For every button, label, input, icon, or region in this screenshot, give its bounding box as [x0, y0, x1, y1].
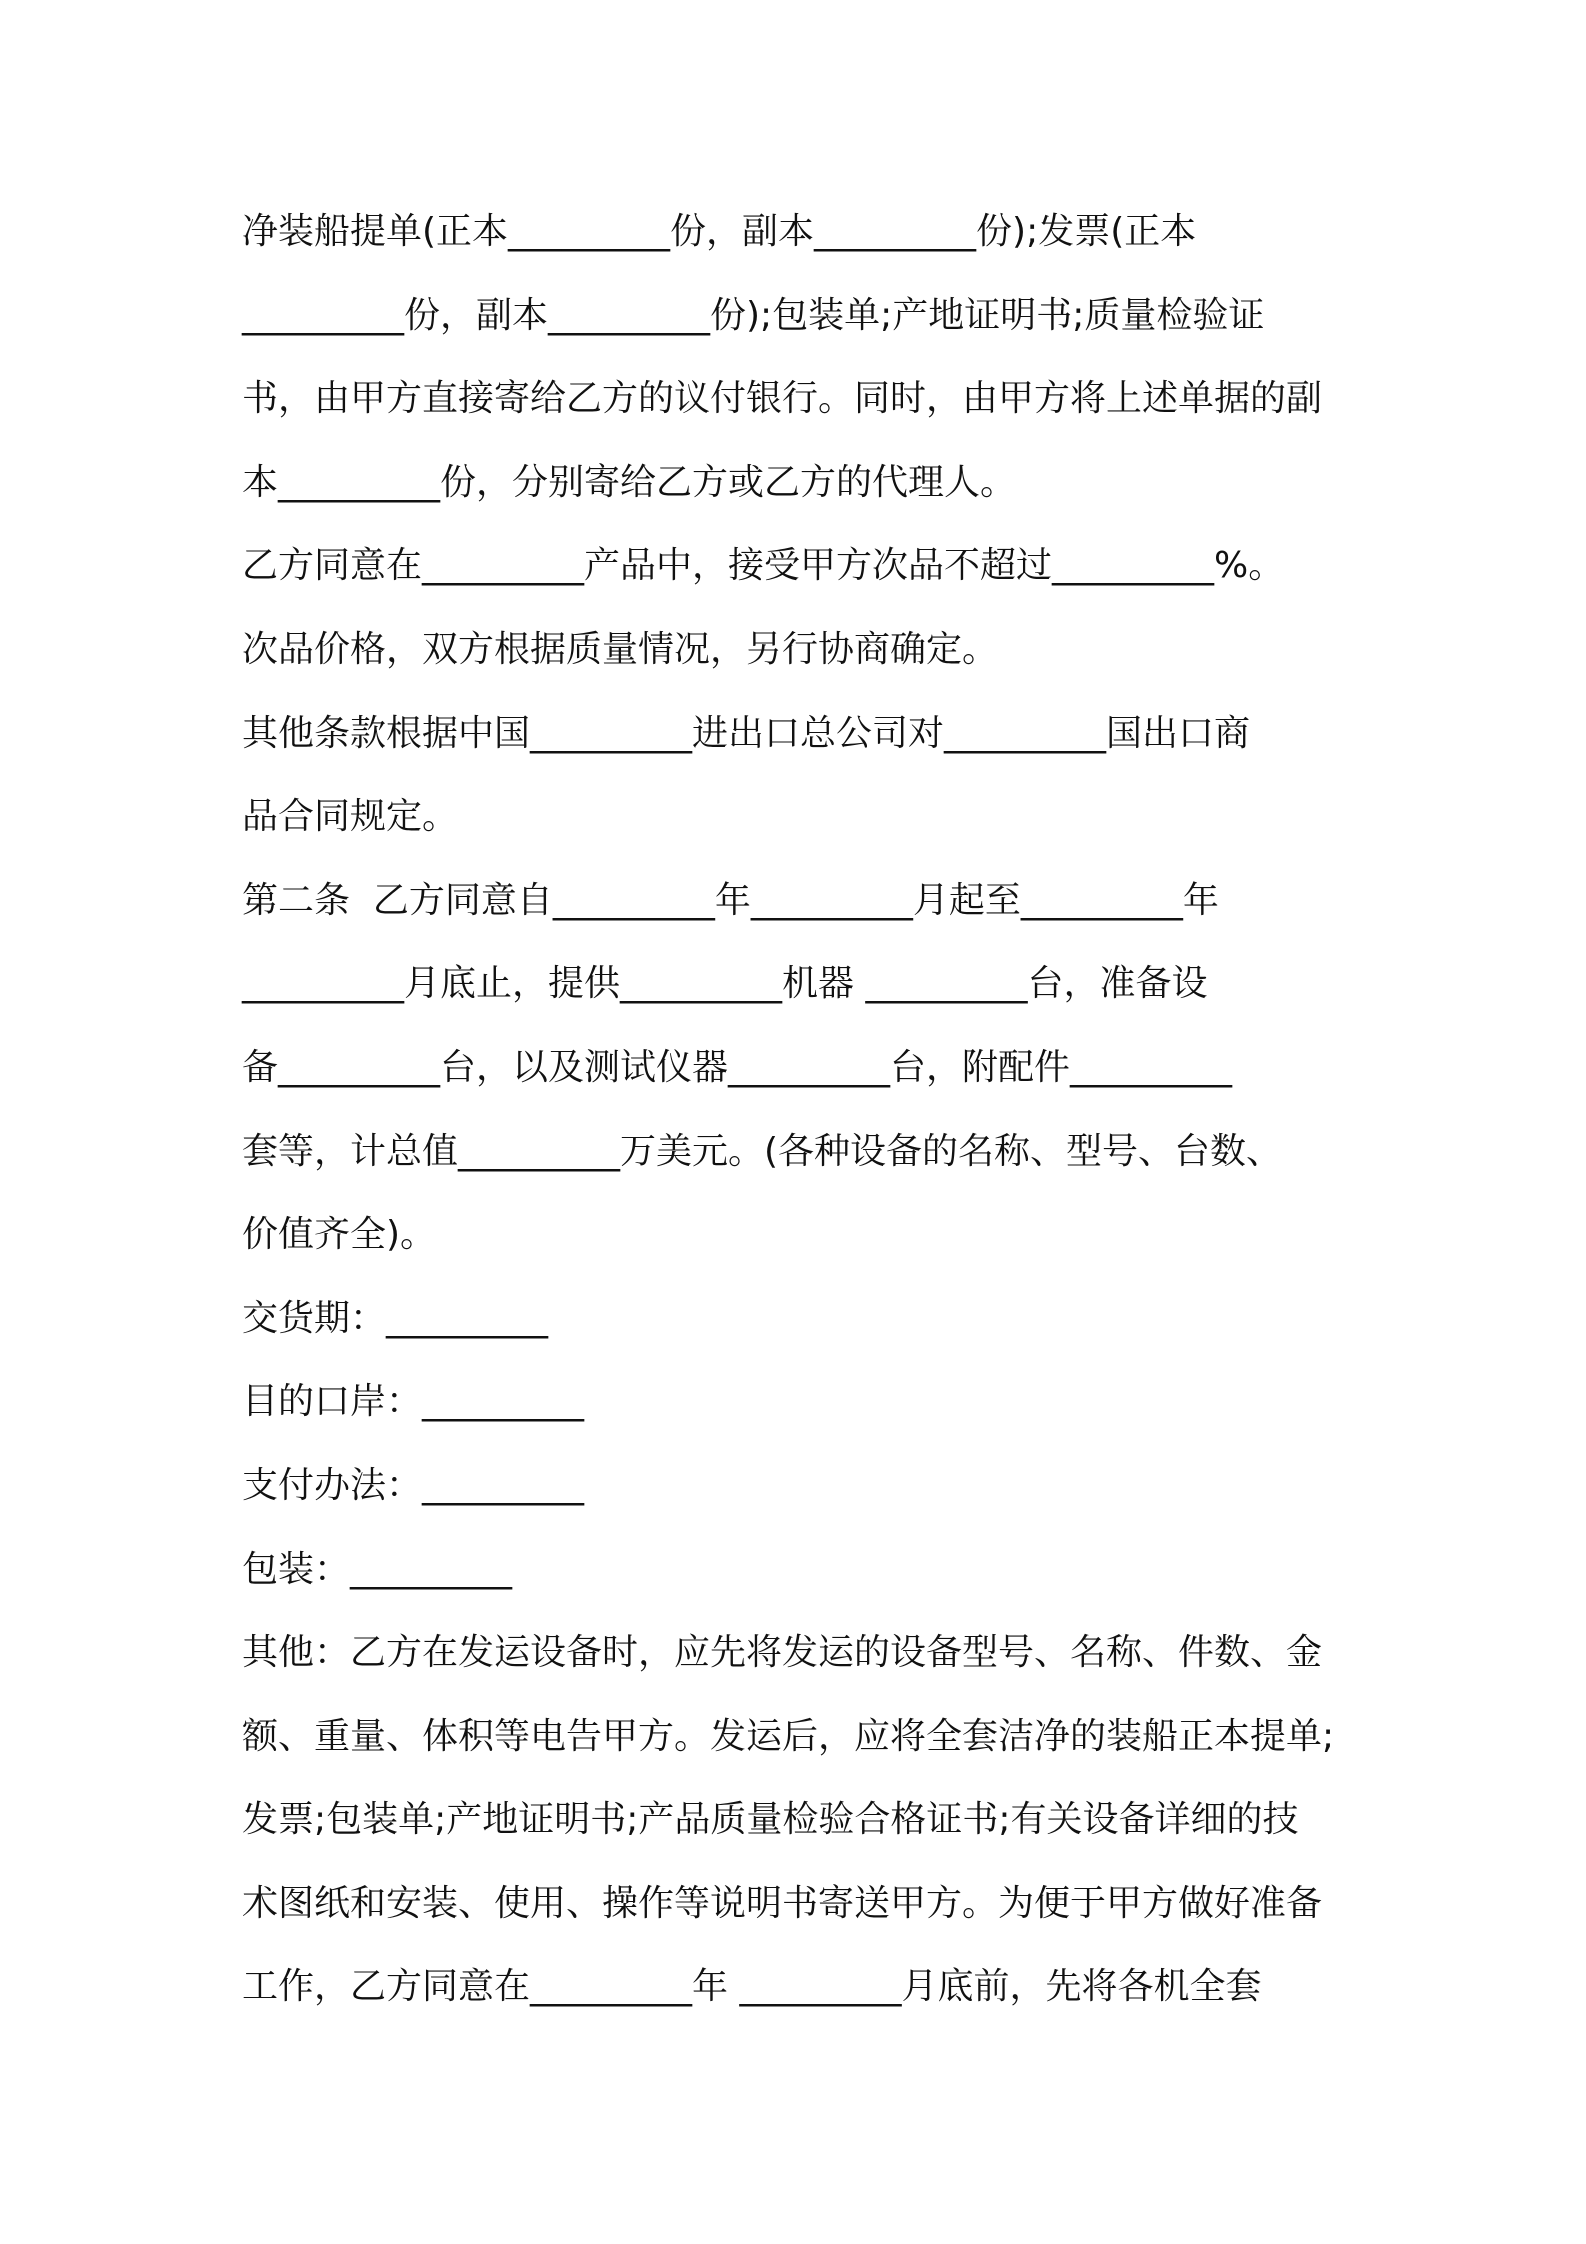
text-line: 备_________台，以及测试仪器_________台，附配件_________ [242, 1046, 1233, 1088]
text-line: 额、重量、体积等电告甲方。发运后，应将全套洁净的装船正本提单; [242, 1715, 1335, 1757]
text-line: 书，由甲方直接寄给乙方的议付银行。同时，由甲方将上述单据的副 [242, 378, 1323, 420]
text-line: 目的口岸：_________ [242, 1381, 585, 1423]
text-line: 价值齐全)。 [242, 1214, 437, 1256]
text-line: 次品价格，双方根据质量情况，另行协商确定。 [242, 628, 999, 670]
text-line: 乙方同意在_________产品中，接受甲方次品不超过_________%。 [242, 545, 1285, 587]
text-line: _________月底止，提供_________机器 _________台，准备设 [242, 963, 1208, 1005]
text-line: 支付办法：_________ [242, 1464, 585, 1506]
text-line: 第二条 乙方同意自_________年_________月起至_________年 [242, 879, 1219, 921]
text-line: 套等，计总值_________万美元。(各种设备的名称、型号、台数、 [242, 1130, 1283, 1172]
text-line: _________份，副本_________份);包装单;产地证明书;质量检验证 [242, 294, 1265, 336]
text-line: 净装船提单(正本_________份，副本_________份);发票(正本 [242, 211, 1197, 252]
text-line: 其他条款根据中国_________进出口总公司对_________国出口商 [242, 712, 1251, 754]
text-line: 发票;包装单;产地证明书;产品质量检验合格证书;有关设备详细的技 [242, 1799, 1299, 1841]
text-line: 其他：乙方在发运设备时，应先将发运的设备型号、名称、件数、金 [242, 1632, 1323, 1674]
text-line: 品合同规定。 [242, 796, 459, 838]
text-line: 术图纸和安装、使用、操作等说明书寄送甲方。为便于甲方做好准备 [242, 1882, 1323, 1924]
contract-body-text [242, 190, 1364, 2029]
text-line: 包装：_________ [242, 1548, 513, 1590]
text-line: 本_________份，分别寄给乙方或乙方的代理人。 [242, 461, 1017, 503]
text-line: 工作，乙方同意在_________年 _________月底前，先将各机全套 [242, 1966, 1262, 2008]
text-line: 交货期：_________ [242, 1297, 549, 1339]
